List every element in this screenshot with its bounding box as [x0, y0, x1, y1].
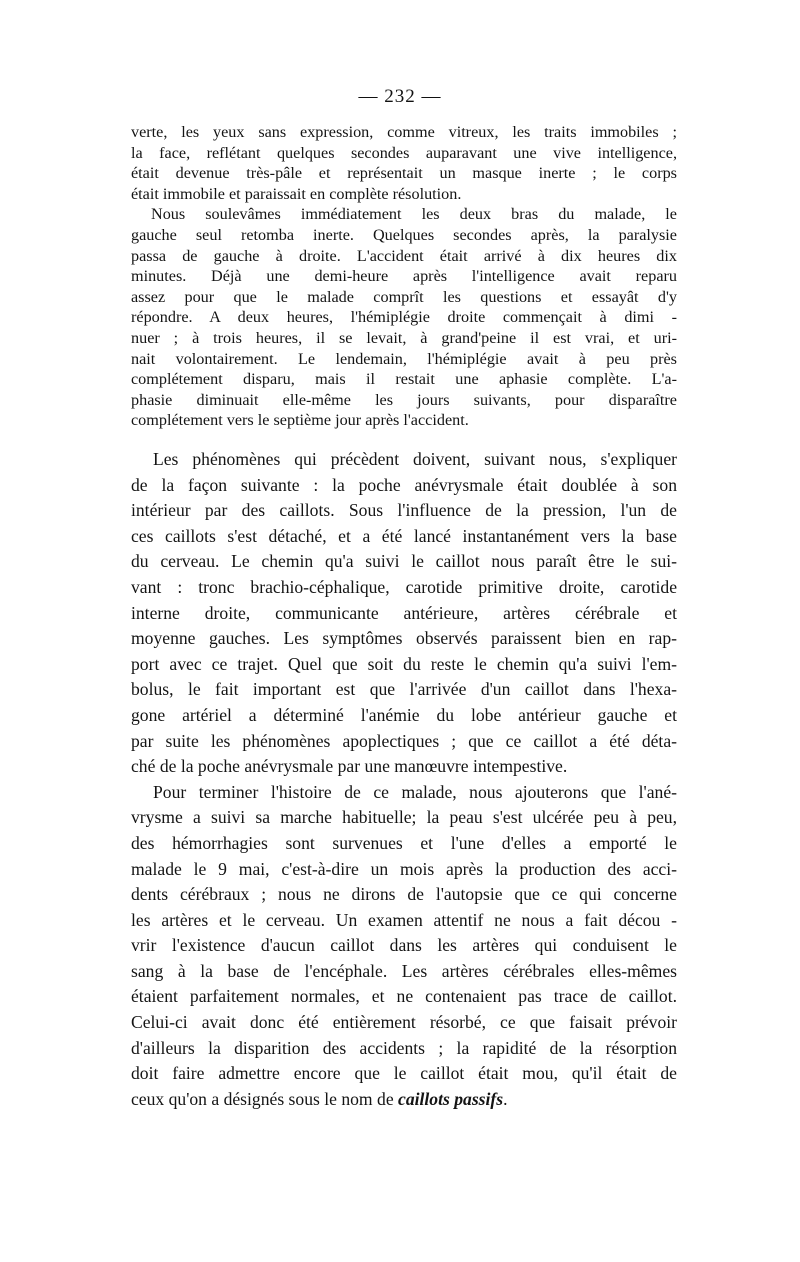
text-line: des hémorrhagies sont survenues et l'une d'elles a emporté le [131, 832, 677, 853]
paragraph-explanation [131, 447, 677, 780]
text-line: étaient parfaitement normales, et ne contenaient pas trace de caillot. [131, 986, 677, 1007]
paragraph-autopsy [131, 780, 677, 1113]
italic-term: caillots passifs [398, 1088, 504, 1109]
final-text-line [131, 1087, 677, 1113]
text-line: du cerveau. Le chemin qu'a suivi le caillot nous paraît être le sui- [131, 551, 677, 572]
text-line: Nous soulevâmes immédiatement les deux bras du malade, le [151, 205, 677, 224]
text-line: vrir l'existence d'aucun caillot dans les artères qui conduisent le [131, 935, 677, 956]
text-line: sang à la base de l'encéphale. Les artères cérébrales elles-mêmes [131, 960, 677, 981]
text-line: Pour terminer l'histoire de ce malade, nous ajouterons que l'ané- [153, 781, 677, 802]
text-line: répondre. A deux heures, l'hémiplégie droite commençait à dimi - [131, 308, 677, 327]
text-line: gone artériel a déterminé l'anémie du lobe antérieur gauche et [131, 704, 677, 725]
text-line: vrysme a suivi sa marche habituelle; la peau s'est ulcérée peu à peu, [131, 807, 677, 828]
text-line: était devenue très-pâle et représentait un masque inerte ; le corps [131, 164, 677, 183]
text-line: malade le 9 mai, c'est-à-dire un mois après la production des acci- [131, 858, 677, 879]
text-line: vant : tronc brachio-céphalique, carotide primitive droite, carotide [131, 576, 677, 597]
text-line: était immobile et paraissait en complète résolution. [131, 184, 462, 203]
text-line: interne droite, communicante antérieure, artères cérébrale et [131, 602, 677, 623]
text-line: ché de la poche anévrysmale par une manœuvre intempestive. [131, 756, 568, 777]
text-line: doit faire admettre encore que le caillot était mou, qu'il était de [131, 1063, 677, 1084]
text-line: bolus, le fait important est que l'arrivée d'un caillot dans l'hexa- [131, 679, 677, 700]
text-line: les artères et le cerveau. Un examen attentif ne nous a fait décou - [131, 909, 677, 930]
upper-text-block [131, 122, 677, 431]
text-line: ces caillots s'est détaché, et a été lancé instantanément vers la base [131, 525, 677, 546]
text-line: port avec ce trajet. Quel que soit du reste le chemin qu'a suivi l'em- [131, 653, 677, 674]
text-line: complétement vers le septième jour après l'accident. [131, 411, 469, 430]
text-line: passa de gauche à droite. L'accident était arrivé à dix heures dix [131, 246, 677, 265]
text-line: assez pour que le malade comprît les questions et essayât d'y [131, 287, 677, 306]
text-line: la face, reflétant quelques secondes auparavant une vive intelligence, [131, 143, 677, 162]
text-line: Celui-ci avait donc été entièrement résorbé, ce que faisait prévoir [131, 1012, 677, 1033]
text-line: d'ailleurs la disparition des accidents ; la rapidité de la résorption [131, 1037, 677, 1058]
text-line: minutes. Déjà une demi-heure après l'intelligence avait reparu [131, 267, 677, 286]
text-line: Les phénomènes qui précèdent doivent, suivant nous, s'expliquer [153, 449, 677, 469]
text-line: gauche seul retomba inerte. Quelques secondes après, la paralysie [131, 225, 677, 244]
final-line-suffix: . [503, 1088, 508, 1109]
paragraph-paralysis [131, 204, 677, 431]
text-line: dents cérébraux ; nous ne dirons de l'autopsie que ce qui concerne [131, 884, 677, 905]
lower-text-block [131, 447, 677, 1112]
text-line: phasie diminuait elle-même les jours suivants, pour disparaître [131, 390, 677, 409]
text-line: verte, les yeux sans expression, comme vitreux, les traits immobiles ; [131, 123, 677, 141]
final-line-prefix: ceux qu'on a désignés sous le nom de [131, 1088, 399, 1109]
text-line: par suite les phénomènes apoplectiques ; que ce caillot a été déta- [131, 730, 677, 751]
text-line: nuer ; à trois heures, il se levait, à grand'peine il est vrai, et uri- [131, 328, 677, 347]
text-line: de la façon suivante : la poche anévrysmale était doublée à son [131, 474, 677, 495]
text-line: intérieur par des caillots. Sous l'influence de la pression, l'un de [131, 500, 677, 521]
text-line: nait volontairement. Le lendemain, l'hémiplégie avait à peu près [131, 349, 677, 368]
text-line: moyenne gauches. Les symptômes observés paraissent bien en rap- [131, 628, 677, 649]
page-number: — 232 — [358, 86, 442, 107]
text-line: complétement disparu, mais il restait une aphasie complète. L'a- [131, 370, 677, 389]
paragraph-continued [131, 122, 677, 204]
